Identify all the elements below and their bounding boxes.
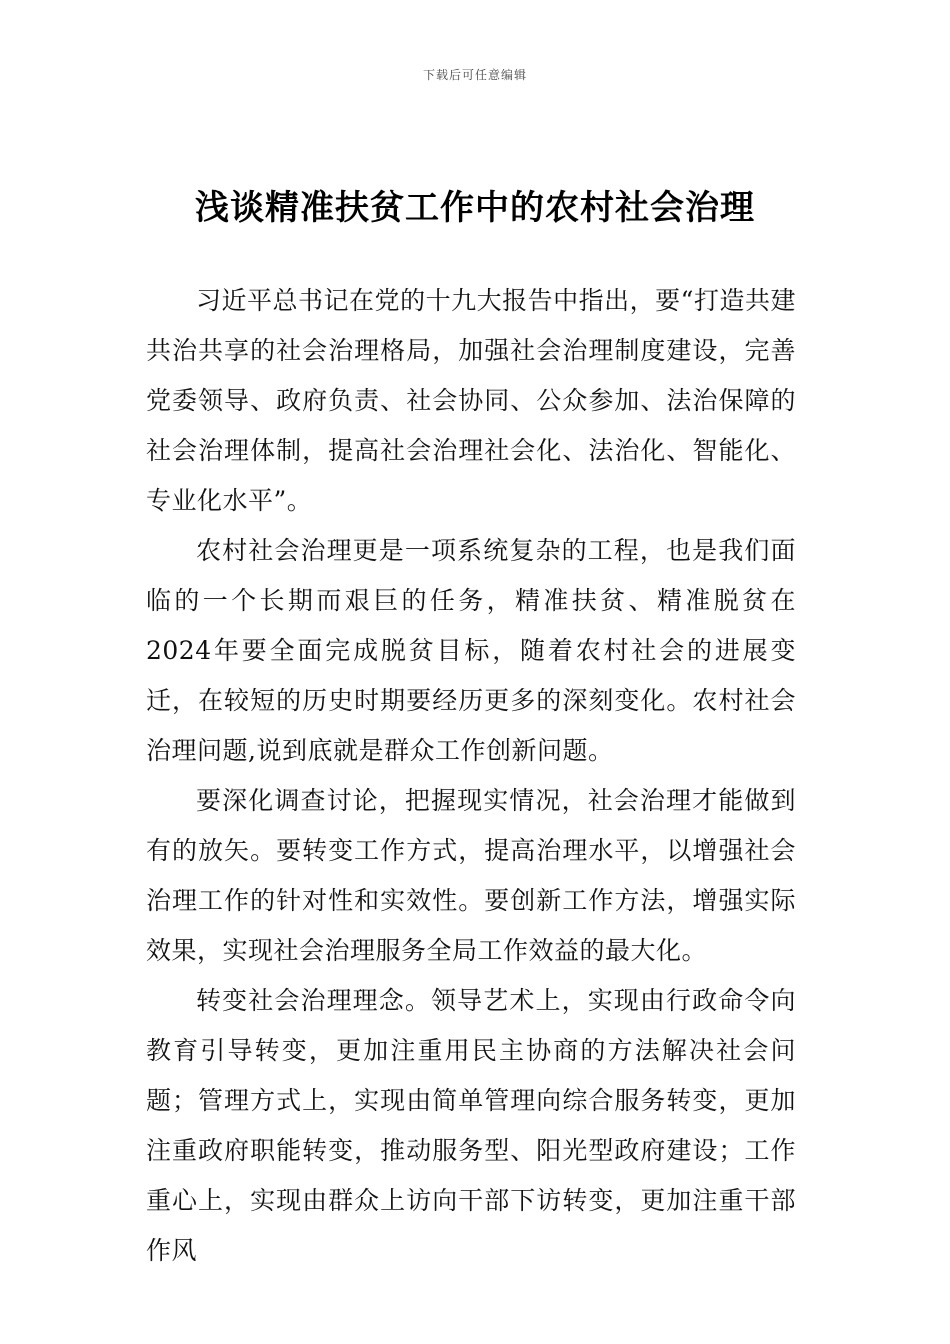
header-note: 下载后可任意编辑 [422, 68, 527, 82]
paragraph: 习近平总书记在党的十九大报告中指出，要“打造共建共治共享的社会治理格局，加强社会治理制度建设，完善党委领导、政府负责、社会协同、公众参加、法治保障的社会治理体制，提高社会治理社会化、法治化、智能化、专业化水平”。 [146, 286, 796, 515]
paragraph: 要深化调查讨论，把握现实情况，社会治理才能做到有的放矢。要转变工作方式，提高治理水平，以增强社会治理工作的针对性和实效性。要创新工作方法，增强实际效果，实现社会治理服务全局工作效益的最大化。 [146, 786, 796, 965]
paragraph: 农村社会治理更是一项系统复杂的工程，也是我们面临的一个长期而艰巨的任务，精准扶贫、精准脱贫在2024年要全面完成脱贫目标，随着农村社会的进展变迁，在较短的历史时期要经历更多的深刻变化。农村社会治理问题,说到底就是群众工作创新问题。 [146, 536, 796, 765]
document-body [146, 276, 796, 1276]
paragraph: 转变社会治理理念。领导艺术上，实现由行政命令向教育引导转变，更加注重用民主协商的方法解决社会问题；管理方式上，实现由简单管理向综合服务转变，更加注重政府职能转变，推动服务型、阳光型政府建设；工作重心上，实现由群众上访向干部下访转变，更加注重干部作风 [146, 986, 796, 1265]
document-title: 浅谈精准扶贫工作中的农村社会治理 [195, 188, 755, 228]
